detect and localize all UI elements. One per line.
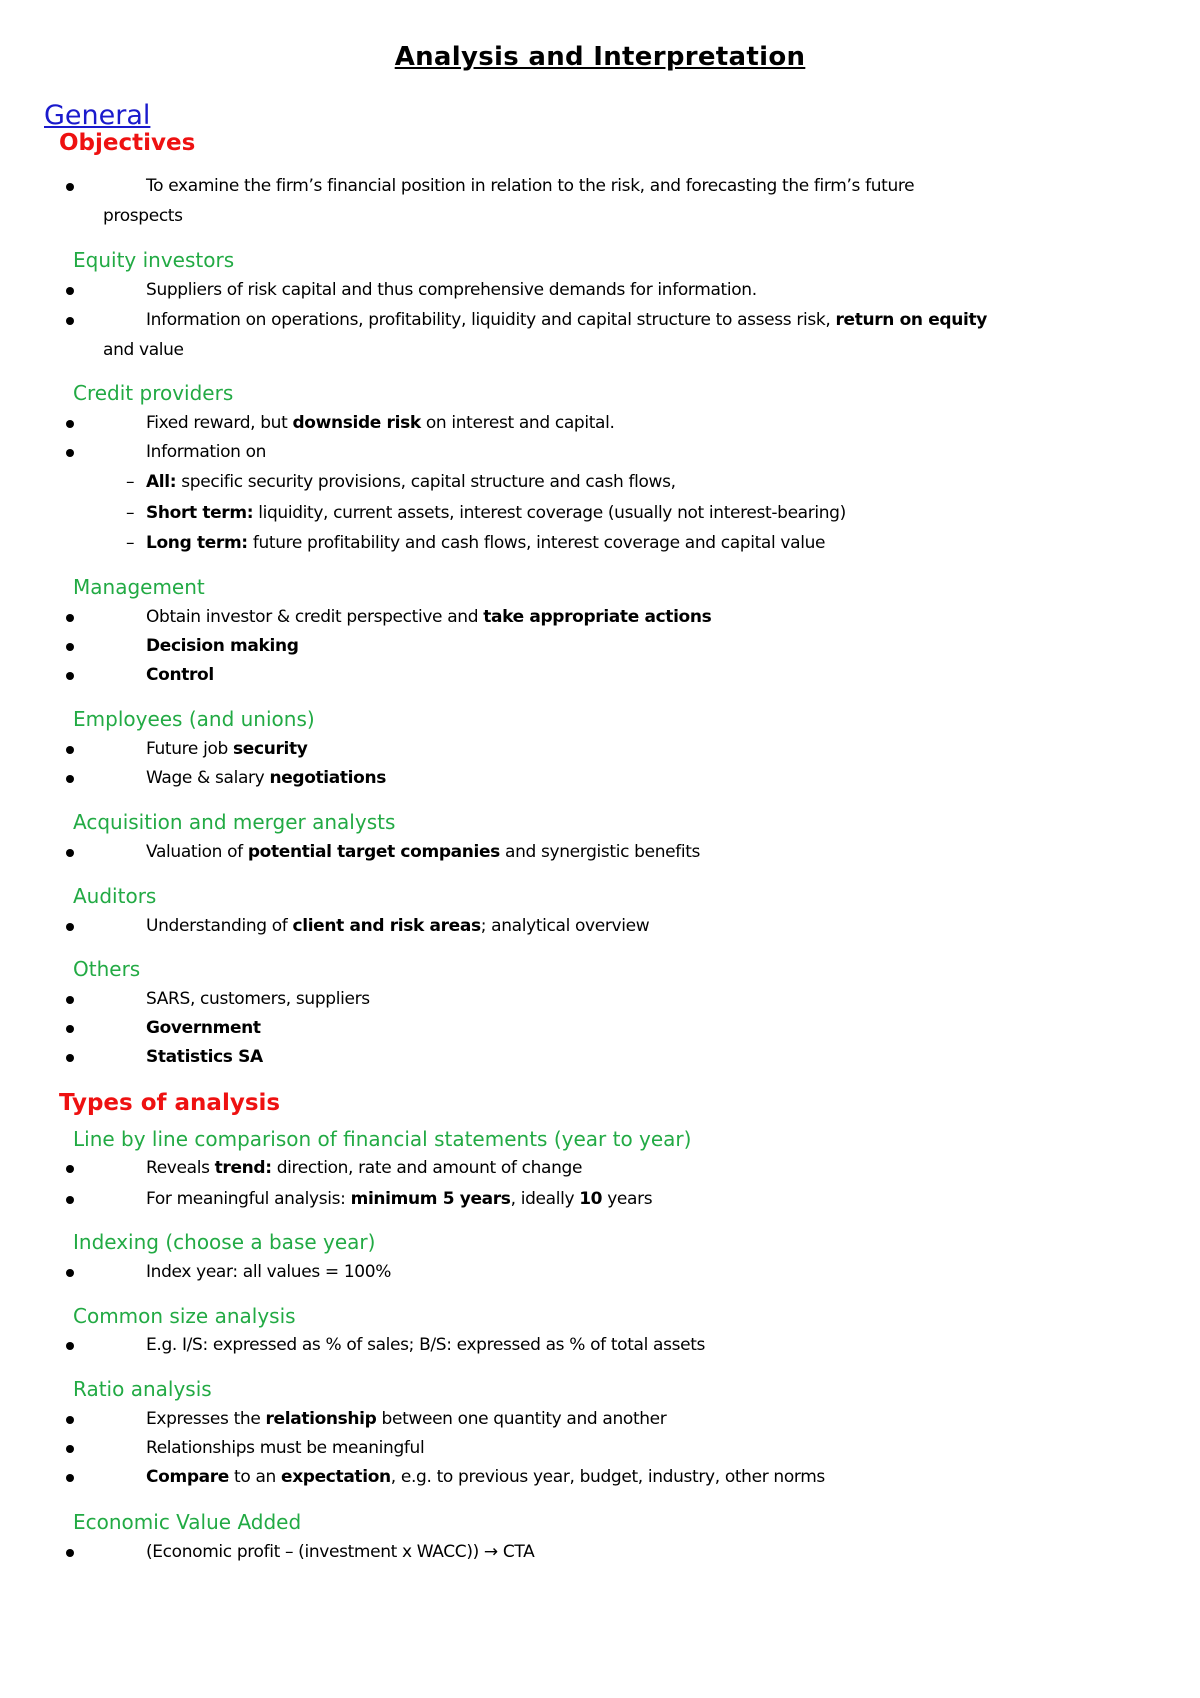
bullet-icon <box>66 1342 74 1350</box>
list-item: Understanding of client and risk areas; analytical overview <box>0 916 1200 940</box>
heading-line-by-line: Line by line comparison of financial statements (year to year) <box>73 1127 692 1151</box>
heading-types-of-analysis: Types of analysis <box>59 1090 281 1116</box>
list-item: SARS, customers, suppliers <box>0 989 1200 1013</box>
list-item: Index year: all values = 100% <box>0 1262 1200 1286</box>
list-item: Government <box>0 1018 1200 1042</box>
bullet-icon <box>66 317 74 325</box>
list-item: Suppliers of risk capital and thus comprehensive demands for information. <box>0 280 1200 304</box>
list-item: Reveals trend: direction, rate and amount of change <box>0 1158 1200 1182</box>
heading-equity-investors: Equity investors <box>73 248 235 272</box>
sub-list-item: – Long term: future profitability and cash flows, interest coverage and capital value <box>126 533 826 553</box>
list-item: Wage & salary negotiations <box>0 768 1200 792</box>
bullet-icon <box>66 287 74 295</box>
list-item: Fixed reward, but downside risk on interest and capital. <box>0 413 1200 437</box>
bullet-icon <box>66 1269 74 1277</box>
bullet-icon <box>66 1025 74 1033</box>
heading-common-size: Common size analysis <box>73 1304 296 1328</box>
bullet-icon <box>66 449 74 457</box>
list-item: Compare to an expectation, e.g. to previous year, budget, industry, other norms <box>0 1467 1200 1491</box>
heading-credit-providers: Credit providers <box>73 381 234 405</box>
heading-acquisition: Acquisition and merger analysts <box>73 810 396 834</box>
dash-icon: – <box>126 503 135 523</box>
list-item: Relationships must be meaningful <box>0 1438 1200 1462</box>
page-title: Analysis and Interpretation <box>394 42 806 72</box>
heading-management: Management <box>73 575 205 599</box>
bullet-icon <box>66 775 74 783</box>
bullet-icon <box>66 183 74 191</box>
list-item: Decision making <box>0 636 1200 660</box>
list-item: Information on <box>0 442 1200 466</box>
list-item: E.g. I/S: expressed as % of sales; B/S: expressed as % of total assets <box>0 1335 1200 1359</box>
heading-economic-value-added: Economic Value Added <box>73 1510 302 1534</box>
list-item: Statistics SA <box>0 1047 1200 1071</box>
heading-auditors: Auditors <box>73 884 157 908</box>
sub-list-item: – Short term: liquidity, current assets, interest coverage (usually not interest-bearing) <box>126 503 846 523</box>
list-item: Control <box>0 665 1200 689</box>
list-item: Valuation of potential target companies and synergistic benefits <box>0 842 1200 866</box>
bullet-icon <box>66 1445 74 1453</box>
bullet-icon <box>66 1416 74 1424</box>
heading-indexing: Indexing (choose a base year) <box>73 1230 376 1254</box>
bullet-icon <box>66 1549 74 1557</box>
bullet-icon <box>66 923 74 931</box>
bullet-icon <box>66 643 74 651</box>
list-item: To examine the firm’s financial position in relation to the risk, and forecasting the firm’s future <box>0 176 1200 200</box>
dash-icon: – <box>126 472 135 492</box>
list-item-continuation: prospects <box>103 206 183 226</box>
list-item: Obtain investor & credit perspective and take appropriate actions <box>0 607 1200 631</box>
list-item: Expresses the relationship between one quantity and another <box>0 1409 1200 1433</box>
list-item: Information on operations, profitability, liquidity and capital structure to assess risk, return on equity <box>0 310 1200 334</box>
bullet-icon <box>66 1196 74 1204</box>
bullet-icon <box>66 672 74 680</box>
bullet-icon <box>66 1165 74 1173</box>
heading-employees: Employees (and unions) <box>73 707 315 731</box>
bullet-icon <box>66 996 74 1004</box>
list-item: Future job security <box>0 739 1200 763</box>
dash-icon: – <box>126 533 135 553</box>
heading-objectives: Objectives <box>59 130 196 156</box>
bullet-icon <box>66 1054 74 1062</box>
bullet-icon <box>66 420 74 428</box>
bullet-icon <box>66 746 74 754</box>
section-heading-general: General <box>44 100 151 131</box>
list-item-continuation: and value <box>103 340 184 360</box>
list-item: (Economic profit – (investment x WACC)) → CTA <box>0 1542 1200 1566</box>
sub-list-item: – All: specific security provisions, capital structure and cash flows, <box>126 472 676 492</box>
list-item: For meaningful analysis: minimum 5 years, ideally 10 years <box>0 1189 1200 1213</box>
heading-others: Others <box>73 957 141 981</box>
bullet-icon <box>66 1474 74 1482</box>
heading-ratio-analysis: Ratio analysis <box>73 1377 212 1401</box>
bullet-icon <box>66 849 74 857</box>
bullet-icon <box>66 614 74 622</box>
